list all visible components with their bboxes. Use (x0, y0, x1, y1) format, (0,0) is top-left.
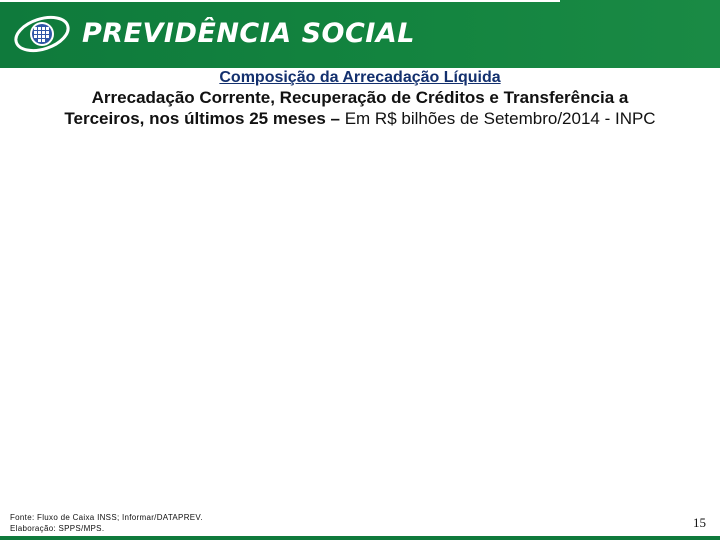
bottom-bar (0, 536, 720, 540)
previdencia-emblem-icon (12, 14, 72, 54)
footer-source-note (10, 512, 203, 534)
brand-title: PREVIDÊNCIA SOCIAL (82, 18, 415, 49)
header-top-line (0, 0, 560, 2)
slide-subtitle-line2 (0, 108, 720, 129)
credit-line: Elaboração: SPPS/MPS. (10, 524, 105, 533)
header-bar (0, 0, 720, 68)
slide-subtitle-line1: Arrecadação Corrente, Recuperação de Créditos e Transferência a (91, 88, 629, 107)
slide-subtitle-bold: Terceiros, nos últimos 25 meses – (64, 109, 340, 128)
page-number: 15 (693, 515, 706, 530)
slide-title-block (0, 68, 720, 129)
slide-subtitle-units: Em R$ bilhões de Setembro/2014 - INPC (339, 109, 656, 128)
source-line: Fonte: Fluxo de Caixa INSS; Informar/DATAPREV. (10, 513, 203, 522)
slide-title: Composição da Arrecadação Líquida (219, 69, 501, 86)
